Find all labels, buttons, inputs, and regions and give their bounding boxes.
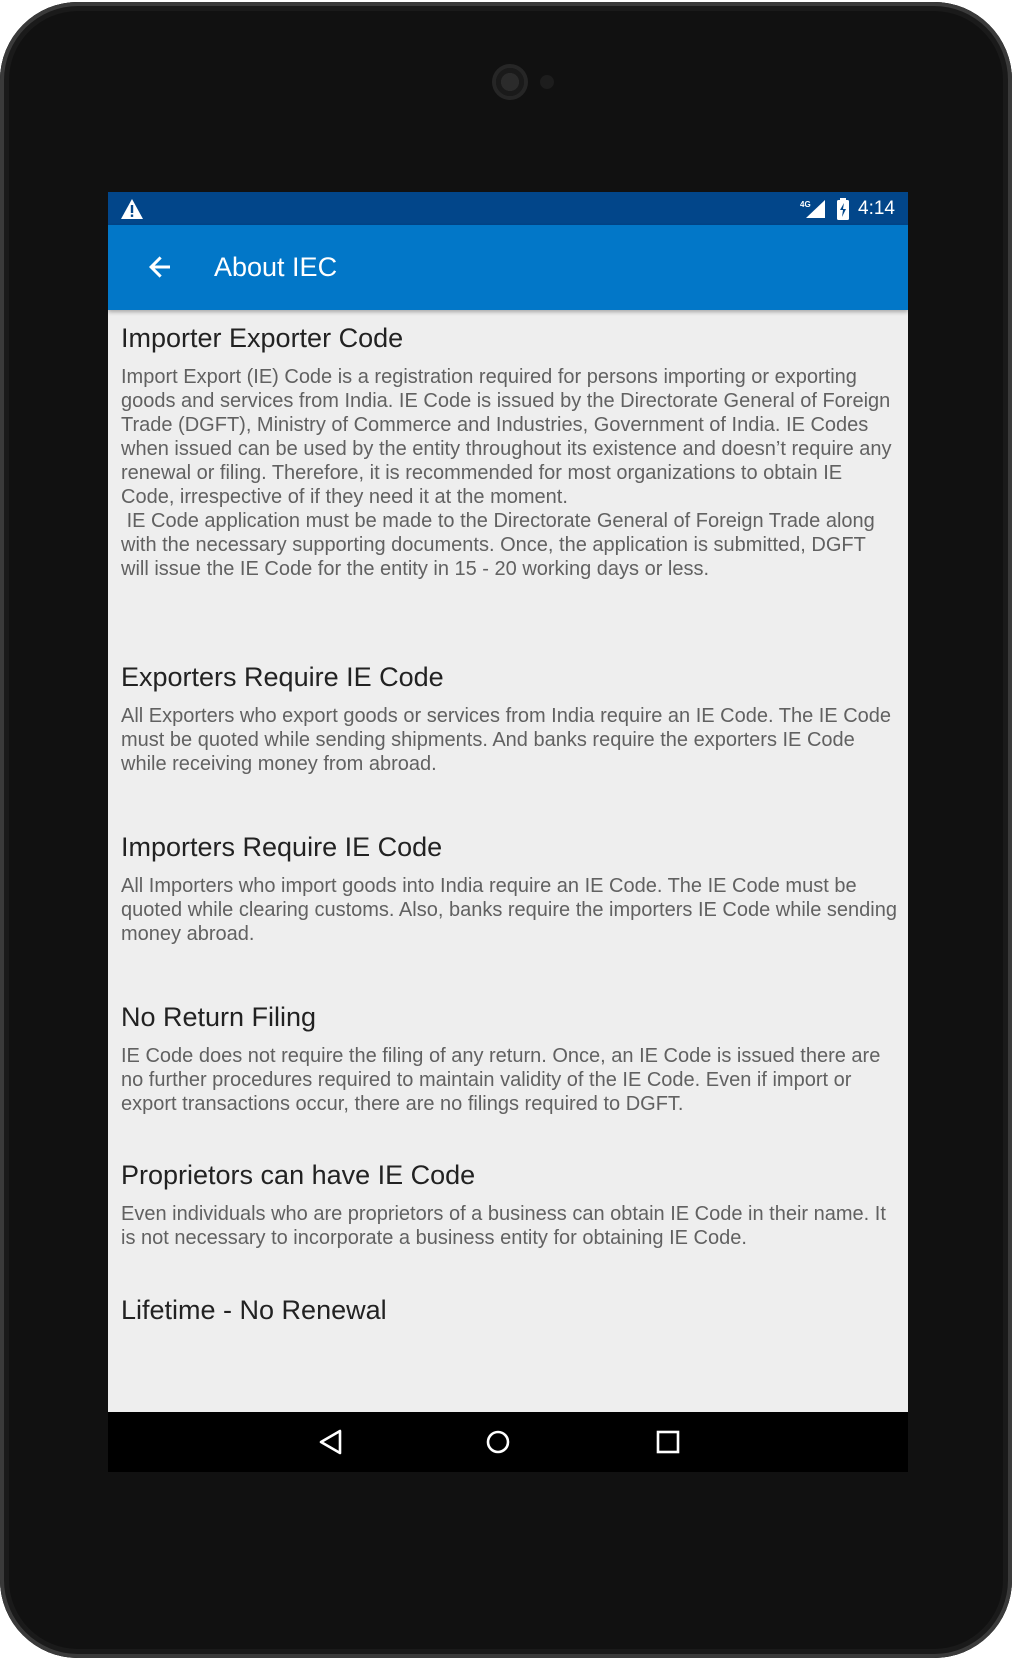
- page-title: About IEC: [214, 252, 338, 282]
- section-lifetime-no-renewal: [121, 1292, 897, 1328]
- about-content-scroll[interactable]: [108, 310, 908, 1412]
- nav-recents-icon[interactable]: [650, 1424, 686, 1460]
- network-type-label: 4G: [800, 200, 811, 209]
- section-importers-require: [121, 829, 903, 946]
- section-heading: Proprietors can have IE Code: [121, 1160, 476, 1190]
- section-heading: Importers Require IE Code: [121, 832, 443, 862]
- system-navigation-bar: [108, 1412, 908, 1472]
- section-body: All Importers who import goods into India require an IE Code. The IE Code must be quoted while clearing customs. Also, banks require the importers IE Code while sending money abroad.: [121, 875, 903, 945]
- section-heading: Importer Exporter Code: [121, 323, 404, 353]
- section-body: All Exporters who export goods or services from India require an IE Code. The IE Code must be quoted while sending shipments. And banks require the exporters IE Code while receiving money from abroad.: [121, 705, 897, 775]
- section-heading: No Return Filing: [121, 1002, 317, 1032]
- app-screen: [108, 192, 908, 1472]
- front-camera: [492, 64, 528, 100]
- section-importer-exporter-code: [121, 320, 897, 581]
- section-body: Import Export (IE) Code is a registration required for persons importing or exporting goods and services from India. IE Code is issued by the Directorate General of Foreign Trade (DGFT), Ministry of Commerce and Industries, Government of India. IE Codes when issued can be used by the entity throughout its existence and doesn’t require any renewal or filing. Therefore, it is recommended for most organizations to obtain IE Code, irrespective of if they need it at the moment. IE Code application must be made to the Directorate General of Foreign Trade along with the necessary supporting documents. Once, the application is submitted, DGFT will issue the IE Code for the entity in 15 - 20 working days or less.: [121, 366, 892, 580]
- section-body: IE Code does not require the filing of any return. Once, an IE Code is issued there are no further procedures required to maintain validity of the IE Code. Even if import or export transactions occur, there are no filings required to DGFT.: [121, 1045, 886, 1115]
- tablet-device-frame: [0, 2, 1012, 1658]
- back-arrow-icon[interactable]: [136, 243, 184, 291]
- status-bar: [108, 192, 908, 225]
- section-proprietors: [121, 1157, 897, 1250]
- nav-home-icon[interactable]: [480, 1424, 516, 1460]
- signal-icon: [800, 199, 826, 219]
- warning-icon: [120, 198, 144, 220]
- section-heading: Lifetime - No Renewal: [121, 1295, 387, 1325]
- light-sensor: [540, 75, 554, 89]
- section-heading: Exporters Require IE Code: [121, 662, 444, 692]
- section-exporters-require: [121, 659, 897, 776]
- app-toolbar: [108, 225, 908, 310]
- battery-charging-icon: [836, 198, 850, 220]
- status-time: 4:14: [858, 198, 895, 219]
- section-no-return-filing: [121, 999, 897, 1116]
- section-body: Even individuals who are proprietors of a business can obtain IE Code in their name. It is not necessary to incorporate a business entity for obtaining IE Code.: [121, 1203, 892, 1249]
- nav-back-icon[interactable]: [313, 1424, 349, 1460]
